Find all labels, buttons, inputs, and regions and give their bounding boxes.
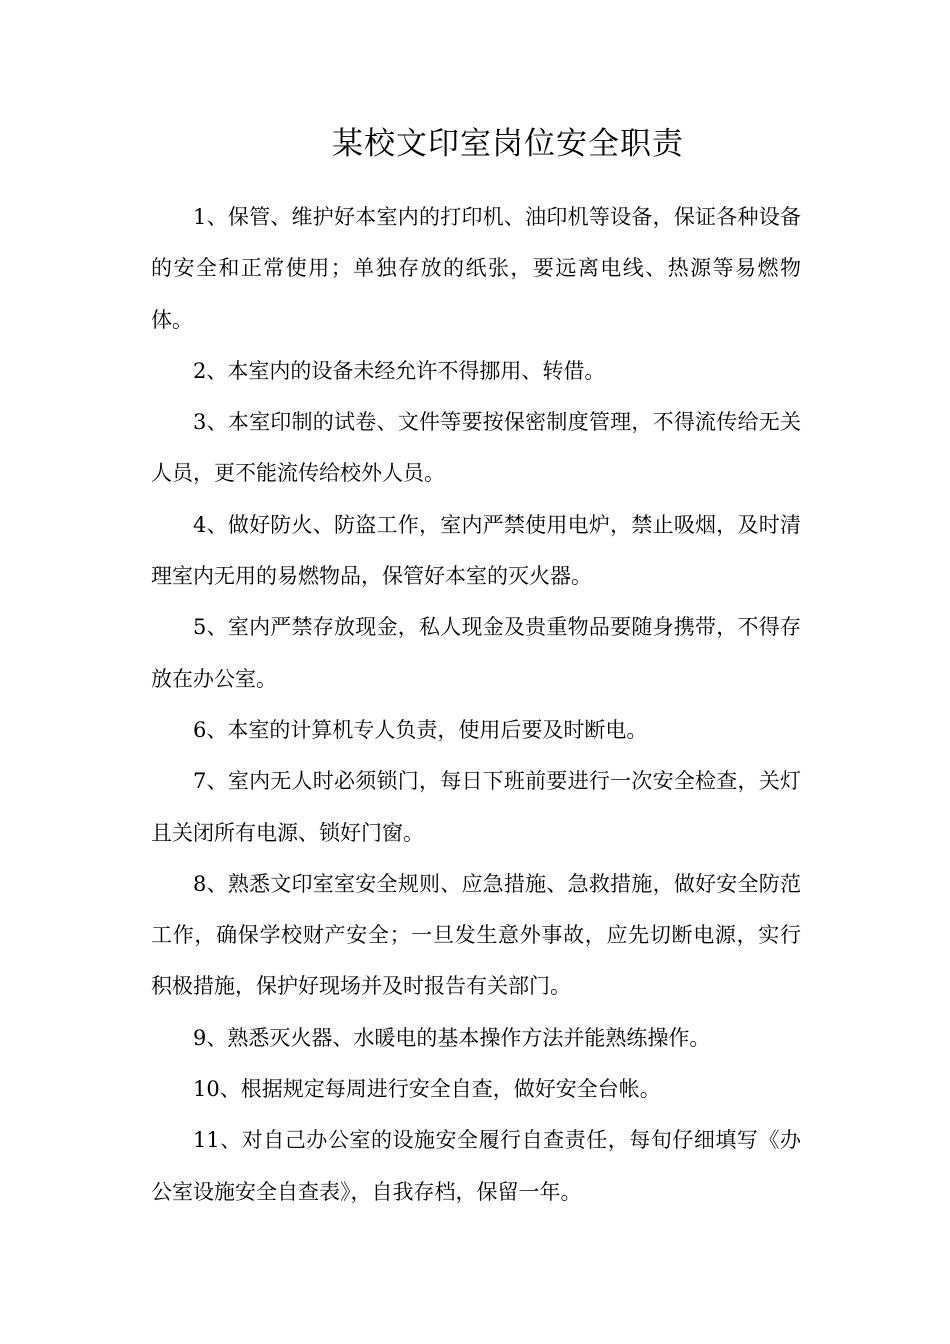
document-body: [151, 192, 801, 1218]
paragraph-8: 8、熟悉文印室室安全规则、应急措施、急救措施，做好安全防范工作，确保学校财产安全；一旦发生意外事故，应先切断电源，实行积极措施，保护好现场并及时报告有关部门。: [151, 871, 801, 999]
paragraph-3: 3、本室印制的试卷、文件等要按保密制度管理，不得流传给无关人员，更不能流传给校外人员。: [151, 410, 801, 486]
paragraph-2: 2、本室内的设备未经允许不得挪用、转借。: [193, 358, 606, 383]
paragraph-10: 10、根据规定每周进行安全自查，做好安全台帐。: [193, 1077, 661, 1102]
paragraph-9: 9、熟悉灭火器、水暖电的基本操作方法并能熟练操作。: [193, 1025, 711, 1050]
paragraph-7: 7、室内无人时必须锁门，每日下班前要进行一次安全检查，关灯且关闭所有电源、锁好门窗。: [151, 769, 801, 845]
paragraph-4: 4、做好防火、防盗工作，室内严禁使用电炉，禁止吸烟，及时清理室内无用的易燃物品，保管好本室的灭火器。: [151, 512, 801, 589]
paragraph-11: 11、对自己办公室的设施安全履行自查责任，每旬仔细填写《办公室设施安全自查表》，自我存档，保留一年。: [151, 1128, 801, 1204]
paragraph-5: 5、室内严禁存放现金，私人现金及贵重物品要随身携带，不得存放在办公室。: [151, 615, 801, 691]
document-title: 某校文印室岗位安全职责: [332, 126, 684, 162]
paragraph-1: 1、保管、维护好本室内的打印机、油印机等设备，保证各种设备的安全和正常使用；单独存放的纸张，要远离电线、热源等易燃物体。: [151, 205, 801, 332]
paragraph-6: 6、本室的计算机专人负责，使用后要及时断电。: [193, 717, 648, 742]
